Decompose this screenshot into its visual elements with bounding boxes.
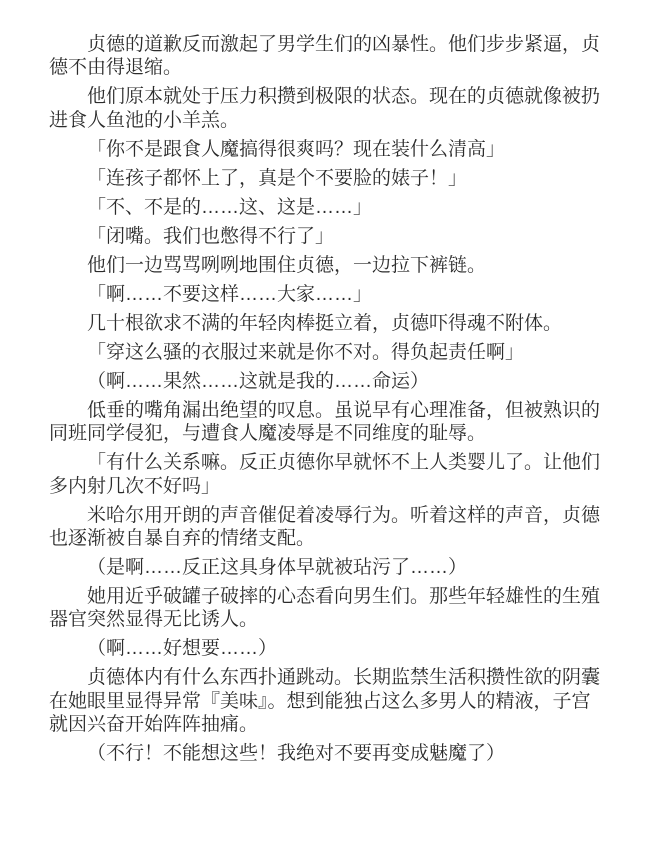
paragraph-narration: 她用近乎破罐子破摔的心态看向男生们。那些年轻雄性的生殖器官突然显得无比诱人。 [49, 586, 601, 631]
paragraph-dialogue: 「啊……不要这样……大家……」 [87, 283, 373, 305]
paragraph-thought: （啊……好想要……） [87, 638, 278, 660]
paragraph-dialogue: 「有什么关系嘛。反正贞德你早就怀不上人类婴儿了。让他们多内射几次不好吗」 [49, 452, 601, 497]
paragraph-thought: （是啊……反正这具身体早就被玷污了……） [87, 557, 468, 579]
paragraph-dialogue: 「闭嘴。我们也憋得不行了」 [87, 225, 335, 247]
paragraph-narration: 几十根欲求不满的年轻肉棒挺立着，贞德吓得魂不附体。 [87, 312, 563, 334]
paragraph-dialogue: 「不、不是的……这、这是……」 [87, 196, 373, 218]
paragraph-dialogue: 「穿这么骚的衣服过来就是你不对。得负起责任啊」 [87, 341, 525, 363]
paragraph-dialogue: 「你不是跟食人魔搞得很爽吗？现在装什么清高」 [87, 138, 506, 160]
paragraph-thought: （啊……果然……这就是我的……命运） [87, 370, 430, 392]
paragraph-narration: 米哈尔用开朗的声音催促着凌辱行为。听着这样的声音，贞德也逐渐被自暴自弃的情绪支配。 [49, 504, 601, 550]
paragraph-narration: 低垂的嘴角漏出绝望的叹息。虽说早有心理准备，但被熟识的同班同学侵犯，与遭食人魔凌辱是不同维度的耻辱。 [49, 399, 601, 445]
paragraph-narration: 贞德的道歉反而激起了男学生们的凶暴性。他们步步紧逼，贞德不由得退缩。 [49, 34, 601, 79]
paragraph-dialogue: 「连孩子都怀上了，真是个不要脸的婊子！」 [87, 167, 468, 189]
paragraph-narration: 他们一边骂骂咧咧地围住贞德，一边拉下裤链。 [87, 254, 487, 276]
paragraph-narration: 他们原本就处于压力积攒到极限的状态。现在的贞德就像被扔进食人鱼池的小羊羔。 [49, 86, 601, 131]
paragraph-narration: 贞德体内有什么东西扑通跳动。长期监禁生活积攒性欲的阴囊在她眼里显得异常『美味』。想到能独占这么多男人的精液，子宫就因兴奋开始阵阵抽痛。 [49, 667, 601, 736]
paragraph-thought: （不行！不能想这些！我绝对不要再变成魅魔了） [87, 743, 506, 765]
